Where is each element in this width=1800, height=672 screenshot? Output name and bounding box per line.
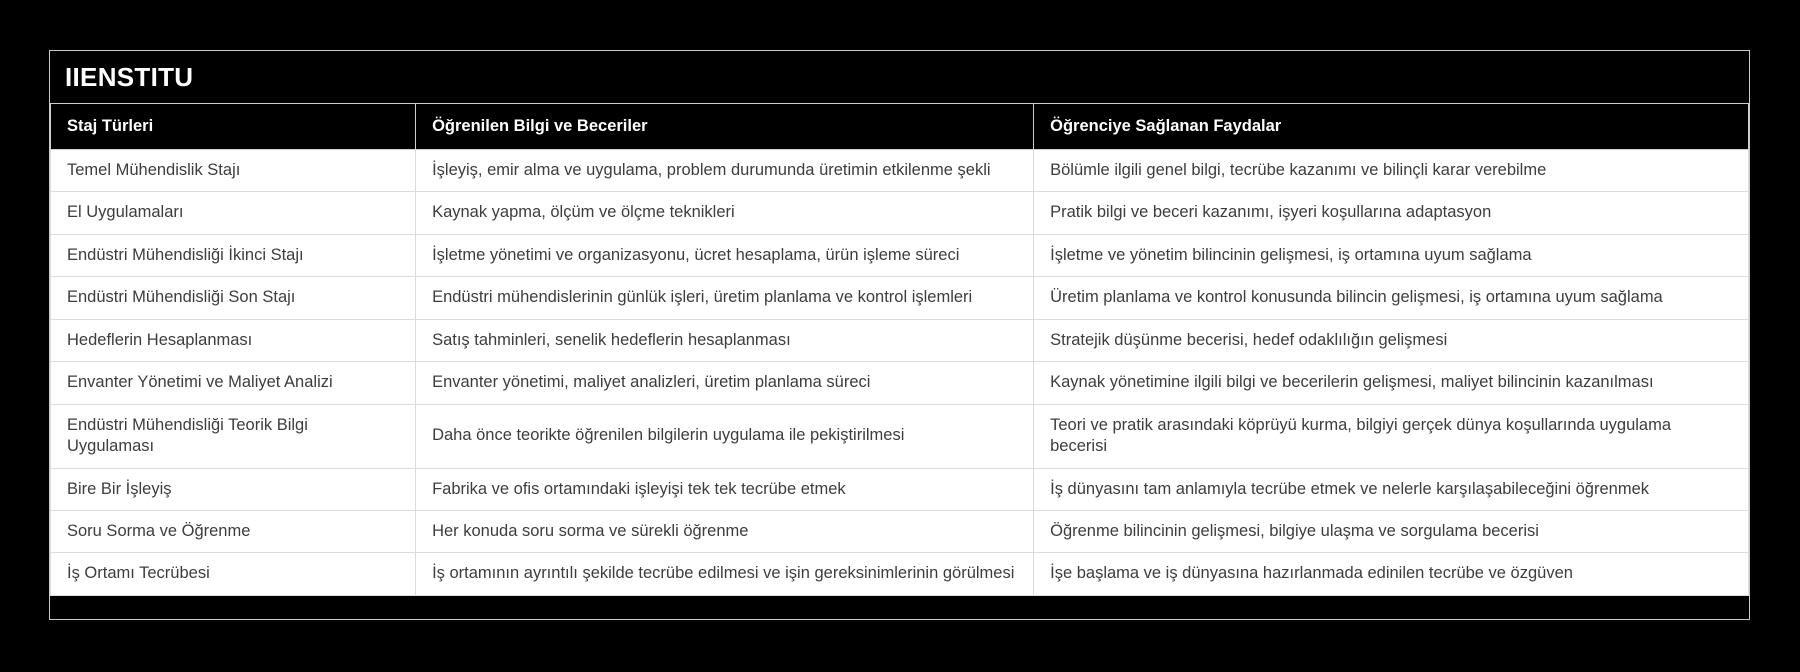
table-row [51, 553, 1749, 595]
cell-skills: İşletme yönetimi ve organizasyonu, ücret hesaplama, ürün işleme süreci [416, 234, 1034, 276]
cell-benefits: İşletme ve yönetim bilincinin gelişmesi, iş ortamına uyum sağlama [1034, 234, 1749, 276]
cell-internship-type: Soru Sorma ve Öğrenme [51, 510, 416, 552]
internship-table-card [49, 50, 1750, 620]
cell-benefits: Pratik bilgi ve beceri kazanımı, işyeri koşullarına adaptasyon [1034, 192, 1749, 234]
cell-internship-type: Bire Bir İşleyiş [51, 468, 416, 510]
table-row [51, 319, 1749, 361]
cell-benefits: Bölümle ilgili genel bilgi, tecrübe kazanımı ve bilinçli karar verebilme [1034, 150, 1749, 192]
cell-benefits: Teori ve pratik arasındaki köprüyü kurma, bilgiyi gerçek dünya koşullarında uygulama becerisi [1034, 404, 1749, 468]
table-row [51, 510, 1749, 552]
cell-skills: Kaynak yapma, ölçüm ve ölçme teknikleri [416, 192, 1034, 234]
cell-internship-type: İş Ortamı Tecrübesi [51, 553, 416, 595]
cell-skills: Envanter yönetimi, maliyet analizleri, üretim planlama süreci [416, 362, 1034, 404]
cell-benefits: İş dünyasını tam anlamıyla tecrübe etmek ve nelerle karşılaşabileceğini öğrenmek [1034, 468, 1749, 510]
table-row [51, 468, 1749, 510]
cell-skills: Daha önce teorikte öğrenilen bilgilerin uygulama ile pekiştirilmesi [416, 404, 1034, 468]
cell-internship-type: El Uygulamaları [51, 192, 416, 234]
cell-benefits: Kaynak yönetimine ilgili bilgi ve becerilerin gelişmesi, maliyet bilincinin kazanılması [1034, 362, 1749, 404]
cell-internship-type: Endüstri Mühendisliği İkinci Stajı [51, 234, 416, 276]
cell-internship-type: Endüstri Mühendisliği Teorik Bilgi Uygulaması [51, 404, 416, 468]
column-header-saglanan-faydalar: Öğrenciye Sağlanan Faydalar [1034, 104, 1749, 150]
column-header-ogrenilen-bilgi: Öğrenilen Bilgi ve Beceriler [416, 104, 1034, 150]
table-row [51, 277, 1749, 319]
cell-skills: Her konuda soru sorma ve sürekli öğrenme [416, 510, 1034, 552]
cell-benefits: Üretim planlama ve kontrol konusunda bilincin gelişmesi, iş ortamına uyum sağlama [1034, 277, 1749, 319]
cell-skills: İş ortamının ayrıntılı şekilde tecrübe edilmesi ve işin gereksinimlerinin görülmesi [416, 553, 1034, 595]
cell-internship-type: Temel Mühendislik Stajı [51, 150, 416, 192]
cell-benefits: Öğrenme bilincinin gelişmesi, bilgiye ulaşma ve sorgulama becerisi [1034, 510, 1749, 552]
cell-skills: İşleyiş, emir alma ve uygulama, problem durumunda üretimin etkilenme şekli [416, 150, 1034, 192]
page-title: IIENSTITU [65, 62, 194, 92]
cell-skills: Endüstri mühendislerinin günlük işleri, üretim planlama ve kontrol işlemleri [416, 277, 1034, 319]
table-row [51, 234, 1749, 276]
cell-skills: Fabrika ve ofis ortamındaki işleyişi tek tek tecrübe etmek [416, 468, 1034, 510]
header-row [51, 104, 1749, 150]
table-row [51, 150, 1749, 192]
table-body [51, 150, 1749, 596]
column-header-staj-turleri: Staj Türleri [51, 104, 416, 150]
cell-internship-type: Hedeflerin Hesaplanması [51, 319, 416, 361]
table-row [51, 404, 1749, 468]
internship-table [50, 103, 1749, 596]
cell-benefits: Stratejik düşünme becerisi, hedef odaklılığın gelişmesi [1034, 319, 1749, 361]
table-header [51, 104, 1749, 150]
table-row [51, 362, 1749, 404]
cell-internship-type: Endüstri Mühendisliği Son Stajı [51, 277, 416, 319]
table-row [51, 192, 1749, 234]
cell-benefits: İşe başlama ve iş dünyasına hazırlanmada edinilen tecrübe ve özgüven [1034, 553, 1749, 595]
cell-internship-type: Envanter Yönetimi ve Maliyet Analizi [51, 362, 416, 404]
cell-skills: Satış tahminleri, senelik hedeflerin hesaplanması [416, 319, 1034, 361]
